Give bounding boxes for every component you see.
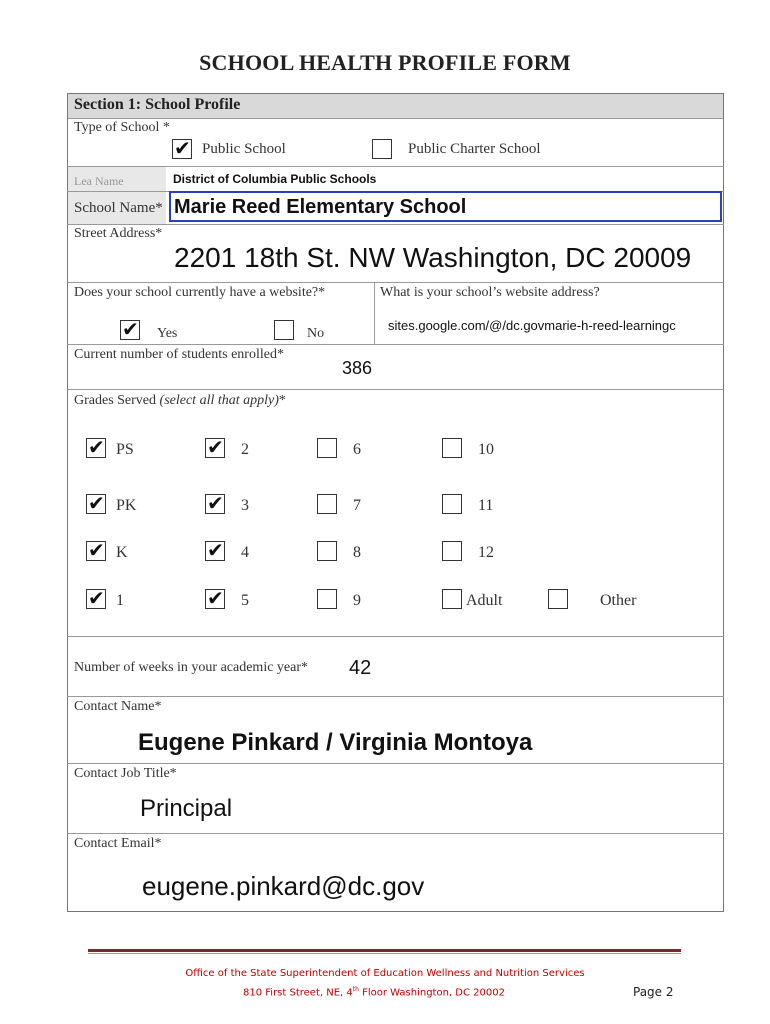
grade-10-checkbox[interactable] [442,438,462,458]
check-icon: ✔ [122,317,139,341]
grade-9-checkbox[interactable] [317,589,337,609]
grade-2-label: 2 [241,441,249,458]
website-address-label: What is your school’s website address? [380,285,600,300]
page-title: SCHOOL HEALTH PROFILE FORM [199,50,571,75]
grade-12-checkbox[interactable] [442,541,462,561]
website-address-value[interactable]: sites.google.com/@/dc.govmarie-h-reed-learningc [388,318,676,333]
street-address-value[interactable]: 2201 18th St. NW Washington, DC 20009 [174,242,692,273]
section-title: Section 1: School Profile [74,96,241,113]
website-yes-label: Yes [157,326,178,341]
contact-title-value[interactable]: Principal [140,795,233,822]
check-icon: ✔ [207,491,224,515]
weeks-value[interactable]: 42 [349,657,372,679]
footer-rule [88,949,681,952]
grade-8-label: 8 [353,544,361,561]
website-yes-checkbox[interactable] [120,317,140,341]
grade-adult-checkbox[interactable] [442,589,462,609]
grade-7-checkbox[interactable] [317,494,337,514]
page-number: Page 2 [633,985,674,999]
school-name-value: Marie Reed Elementary School [174,196,467,218]
check-icon: ✔ [207,538,224,562]
grade-adult-label: Adult [466,592,503,609]
public-school-label: Public School [202,141,286,157]
check-icon: ✔ [88,435,105,459]
contact-name-value[interactable]: Eugene Pinkard / Virginia Montoya [138,729,533,756]
check-icon: ✔ [174,136,191,160]
grade-10-label: 10 [478,441,494,458]
check-icon: ✔ [207,586,224,610]
contact-name-label: Contact Name* [74,699,162,714]
grade-8-checkbox[interactable] [317,541,337,561]
grades-label: Grades Served (select all that apply)* [74,393,286,408]
grade-other-label: Other [600,592,637,609]
charter-school-checkbox[interactable] [372,139,392,159]
footer-office: Office of the State Superintendent of Education Wellness and Nutrition Services [185,968,585,979]
grade-3-label: 3 [241,497,249,514]
lea-name-value[interactable]: District of Columbia Public Schools [173,172,377,186]
contact-email-label: Contact Email* [74,836,162,851]
students-label: Current number of students enrolled* [74,347,284,362]
weeks-label: Number of weeks in your academic year* [74,660,309,675]
check-icon: ✔ [88,538,105,562]
footer-address: 810 First Street, NE, 4th Floor Washington, DC 20002 [243,986,505,999]
check-icon: ✔ [88,586,105,610]
grade-5-label: 5 [241,592,249,609]
grade-1-checkbox[interactable] [86,586,106,610]
grade-ps-label: PS [116,441,134,458]
public-school-checkbox[interactable] [172,136,192,160]
footer-rule-thin [88,953,681,954]
street-address-label: Street Address* [74,226,163,241]
grade-k-checkbox[interactable] [86,538,106,562]
check-icon: ✔ [207,435,224,459]
grade-6-label: 6 [353,441,361,458]
grade-1-label: 1 [116,592,124,609]
grade-pk-label: PK [116,497,137,514]
grade-k-label: K [116,544,128,561]
grade-11-checkbox[interactable] [442,494,462,514]
website-no-label: No [307,326,325,341]
charter-school-label: Public Charter School [408,141,541,157]
grade-5-checkbox[interactable] [205,586,225,610]
grade-12-label: 12 [478,544,494,561]
grade-4-label: 4 [241,544,249,561]
website-question-label: Does your school currently have a website?* [74,285,326,300]
type-of-school-label: Type of School * [74,120,170,135]
grade-7-label: 7 [353,497,361,514]
school-name-label: School Name* [74,200,163,216]
website-no-checkbox[interactable] [274,320,294,340]
section-header [68,94,723,119]
grade-9-label: 9 [353,592,361,609]
grade-4-checkbox[interactable] [205,538,225,562]
grade-other-checkbox[interactable] [548,589,568,609]
grade-11-label: 11 [478,497,494,514]
grade-pk-checkbox[interactable] [86,491,106,515]
check-icon: ✔ [88,491,105,515]
contact-email-value[interactable]: eugene.pinkard@dc.gov [142,871,425,901]
students-value[interactable]: 386 [342,358,373,378]
contact-title-label: Contact Job Title* [74,766,177,781]
grade-6-checkbox[interactable] [317,438,337,458]
grade-3-checkbox[interactable] [205,491,225,515]
grade-ps-checkbox[interactable] [86,435,106,459]
grade-2-checkbox[interactable] [205,435,225,459]
